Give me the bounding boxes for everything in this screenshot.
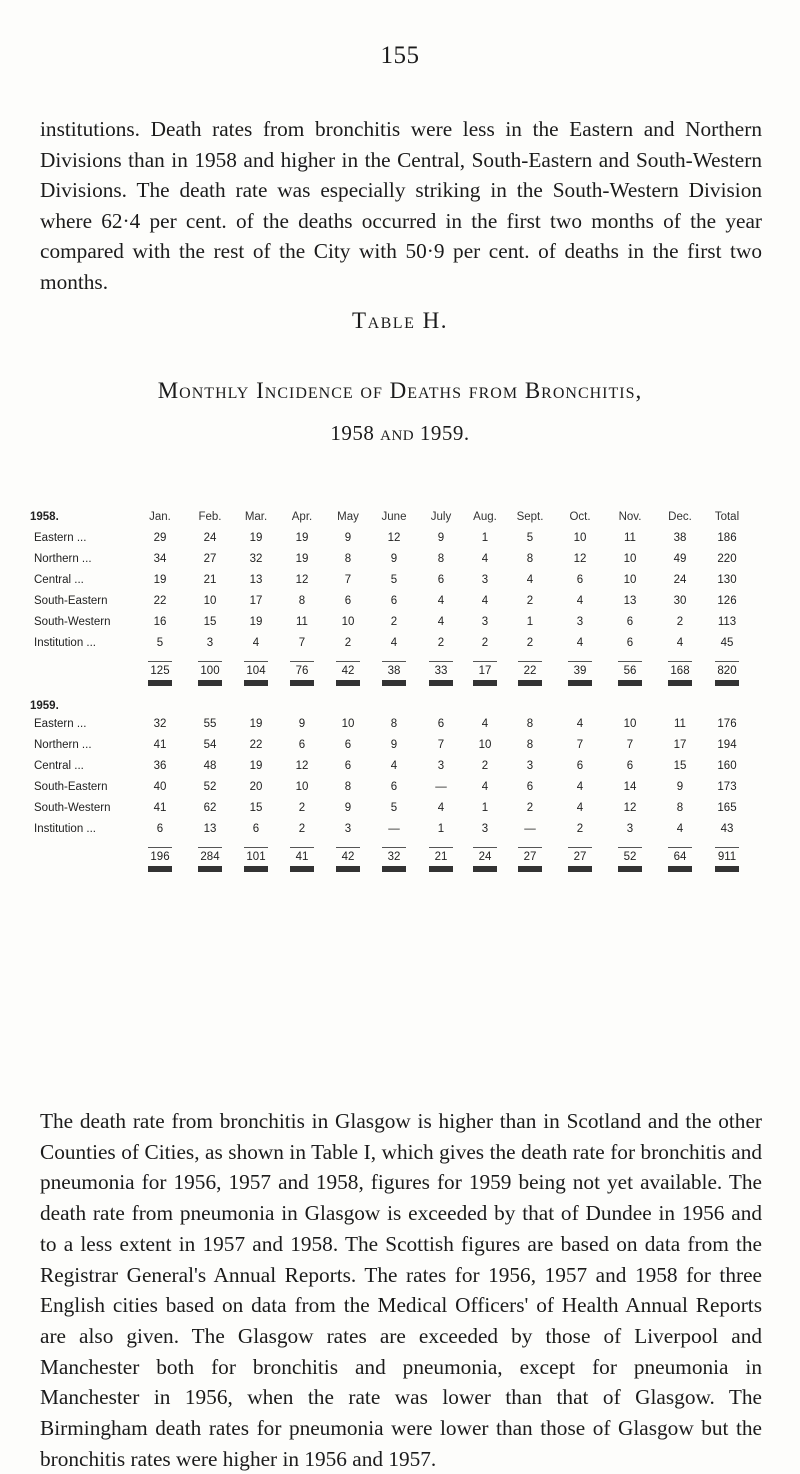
- total-cell: [421, 851, 461, 869]
- row-label: Institution ...: [34, 823, 97, 835]
- table-cell: 6: [344, 760, 352, 772]
- total-cell: [236, 665, 276, 683]
- total-double-underline: [336, 680, 360, 683]
- row-label: Central ...: [34, 574, 84, 586]
- column-header: Aug.: [473, 511, 497, 523]
- table-cell: 1: [481, 532, 489, 544]
- total-double-underline: [148, 680, 172, 683]
- table-cell: 2: [526, 637, 534, 649]
- table-cell: 2: [437, 637, 445, 649]
- totals-row: [30, 847, 770, 877]
- table-cell: 48: [203, 760, 217, 772]
- table-cell: 10: [573, 532, 587, 544]
- table-cell: 4: [576, 802, 584, 814]
- total-value: 21: [434, 851, 448, 863]
- table-cell: 6: [156, 823, 164, 835]
- table-row: [30, 736, 770, 757]
- total-double-underline: [715, 866, 739, 869]
- table-cell: 19: [249, 532, 263, 544]
- table-row: [30, 550, 770, 571]
- total-value: 22: [523, 665, 537, 677]
- table-cell: 3: [576, 616, 584, 628]
- total-double-underline: [244, 680, 268, 683]
- total-value: 27: [523, 851, 537, 863]
- table-cell: 9: [390, 739, 398, 751]
- total-cell: [660, 665, 700, 683]
- table-cell: 2: [526, 802, 534, 814]
- total-value: 284: [200, 851, 220, 863]
- table-row: [30, 613, 770, 634]
- table-cell: 8: [526, 718, 534, 730]
- table-cell: 12: [573, 553, 587, 565]
- table-cell: 2: [298, 802, 306, 814]
- table-cell: 12: [387, 532, 401, 544]
- total-double-underline: [618, 680, 642, 683]
- table-cell: 43: [720, 823, 734, 835]
- table-row: [30, 820, 770, 841]
- table-cell: —: [388, 823, 400, 835]
- table-cell: 6: [390, 781, 398, 793]
- table-cell: 19: [295, 532, 309, 544]
- table-cell: 41: [153, 802, 167, 814]
- table-cell: 9: [437, 532, 445, 544]
- total-value: 168: [670, 665, 690, 677]
- row-label: South-Western: [34, 616, 111, 628]
- total-cell: [374, 851, 414, 869]
- total-cell: [140, 665, 180, 683]
- table-cell: 10: [623, 553, 637, 565]
- total-double-underline: [568, 866, 592, 869]
- column-header: Oct.: [569, 511, 591, 523]
- total-cell: [328, 665, 368, 683]
- section-year: 1959.: [30, 700, 59, 712]
- section-year: 1958.: [30, 511, 59, 523]
- total-double-underline: [198, 866, 222, 869]
- table-row: [30, 778, 770, 799]
- table-cell: 4: [576, 637, 584, 649]
- table-cell: 2: [676, 616, 684, 628]
- table-cell: 3: [481, 574, 489, 586]
- total-cell: [510, 851, 550, 869]
- total-double-underline: [473, 866, 497, 869]
- column-header: Dec.: [668, 511, 692, 523]
- column-header: July: [430, 511, 452, 523]
- table-cell: 22: [153, 595, 167, 607]
- table-row: [30, 571, 770, 592]
- table-cell: 45: [720, 637, 734, 649]
- table-cell: 19: [153, 574, 167, 586]
- total-double-underline: [518, 866, 542, 869]
- table-cell: 16: [153, 616, 167, 628]
- table-cell: 9: [676, 781, 684, 793]
- table-cell: 3: [626, 823, 634, 835]
- table-cell: 5: [390, 802, 398, 814]
- table-cell: 4: [437, 802, 445, 814]
- column-header: May: [337, 511, 359, 523]
- table-cell: 8: [344, 781, 352, 793]
- table-cell: 3: [206, 637, 214, 649]
- total-cell: [560, 665, 600, 683]
- table-cell: 34: [153, 553, 167, 565]
- table-cell: 4: [252, 637, 260, 649]
- table-cell: 4: [437, 616, 445, 628]
- column-header: June: [381, 511, 407, 523]
- table-cell: 9: [344, 802, 352, 814]
- total-value: 52: [623, 851, 637, 863]
- table-cell: 10: [341, 616, 355, 628]
- total-value: 101: [246, 851, 266, 863]
- total-double-underline: [290, 866, 314, 869]
- table-cell: 3: [526, 760, 534, 772]
- table-cell: 11: [296, 616, 308, 628]
- table-cell: 5: [390, 574, 398, 586]
- table-cell: 2: [526, 595, 534, 607]
- intro-paragraph: institutions. Death rates from bronchitis were less in the Eastern and Northern Divisions than in 1958 and higher in the Central, South-Eastern and South-Western Divisions. The death rate was especially striking in the South-Western Division where 62·4 per cent. of the deaths occurred in the first two months of the year compared with the rest of the City with 50·9 per cent. of deaths in the first two months.: [40, 117, 762, 294]
- total-double-underline: [668, 866, 692, 869]
- table-cell: 6: [576, 760, 584, 772]
- total-cell: [610, 665, 650, 683]
- table-header-row: [30, 691, 770, 715]
- table-cell: 10: [203, 595, 217, 607]
- table-cell: 5: [156, 637, 164, 649]
- table-cell: 8: [526, 553, 534, 565]
- total-cell: [610, 851, 650, 869]
- table-cell: 6: [298, 739, 306, 751]
- table-row: [30, 634, 770, 655]
- table-cell: 8: [676, 802, 684, 814]
- table-cell: 1: [481, 802, 489, 814]
- table-cell: 2: [576, 823, 584, 835]
- column-header: Feb.: [198, 511, 222, 523]
- table-cell: 27: [203, 553, 217, 565]
- column-header: Total: [714, 511, 740, 523]
- total-cell: [140, 851, 180, 869]
- table-cell: 19: [249, 760, 263, 772]
- table-cell: 4: [676, 823, 684, 835]
- table-cell: 6: [437, 718, 445, 730]
- table-cell: 55: [203, 718, 217, 730]
- table-cell: 8: [526, 739, 534, 751]
- table-cell: 3: [481, 616, 489, 628]
- table-cell: 2: [481, 760, 489, 772]
- table-cell: 29: [153, 532, 167, 544]
- table-cell: 6: [626, 637, 634, 649]
- table-cell: 36: [153, 760, 167, 772]
- total-cell: [190, 665, 230, 683]
- table-cell: 19: [249, 718, 263, 730]
- table-cell: 6: [576, 574, 584, 586]
- table-cell: 12: [623, 802, 637, 814]
- table-cell: 49: [673, 553, 687, 565]
- table-cell: 41: [153, 739, 167, 751]
- table-cell: 173: [717, 781, 737, 793]
- total-value: 56: [623, 665, 637, 677]
- table-cell: 2: [298, 823, 306, 835]
- table-cell: 4: [481, 595, 489, 607]
- table-cell: 7: [626, 739, 634, 751]
- table-cell: 4: [390, 760, 398, 772]
- table-cell: 8: [344, 553, 352, 565]
- table-cell: 4: [576, 595, 584, 607]
- table-cell: 9: [298, 718, 306, 730]
- table-cell: 32: [249, 553, 263, 565]
- total-value: 196: [150, 851, 170, 863]
- table-cell: 13: [203, 823, 217, 835]
- page-number: 155: [380, 42, 420, 69]
- table-cell: 4: [437, 595, 445, 607]
- total-cell: [560, 851, 600, 869]
- row-label: South-Eastern: [34, 595, 108, 607]
- table-cell: 8: [298, 595, 306, 607]
- table-cell: 165: [717, 802, 737, 814]
- row-label: Institution ...: [34, 637, 97, 649]
- table-cell: 176: [717, 718, 737, 730]
- total-value: 100: [200, 665, 220, 677]
- table-cell: 6: [252, 823, 260, 835]
- table-cell: 12: [295, 760, 309, 772]
- total-cell: [707, 665, 747, 683]
- table-cell: 9: [344, 532, 352, 544]
- table-cell: 4: [481, 553, 489, 565]
- table-cell: 7: [437, 739, 445, 751]
- table-cell: 19: [249, 616, 263, 628]
- table-cell: 130: [717, 574, 737, 586]
- total-value: 41: [295, 851, 309, 863]
- table-row: [30, 592, 770, 613]
- table-cell: 30: [673, 595, 687, 607]
- total-double-underline: [568, 680, 592, 683]
- table-cell: 3: [344, 823, 352, 835]
- row-label: South-Eastern: [34, 781, 108, 793]
- total-value: 24: [478, 851, 492, 863]
- table-cell: 8: [437, 553, 445, 565]
- table-cell: 186: [717, 532, 737, 544]
- bronchitis-deaths-table: [30, 508, 770, 877]
- column-header: Jan.: [149, 511, 171, 523]
- table-cell: 126: [717, 595, 737, 607]
- table-cell: 15: [203, 616, 217, 628]
- total-double-underline: [244, 866, 268, 869]
- table-cell: 4: [526, 574, 534, 586]
- total-double-underline: [715, 680, 739, 683]
- closing-paragraph: The death rate from bronchitis in Glasgow is higher than in Scotland and the other Counties of Cities, as shown in Table I, which gives the death rate for bronchitis and pneumonia for 1956, 1957 and 1958, figures for 1959 being not yet available. The death rate from pneumonia in Glasgow is exceeded by that of Dundee in 1956 and to a less extent in 1957 and 1958. The Scottish figures are based on data from the Registrar General's Annual Reports. The rates for 1956, 1957 and 1958 for three English cities based on data from the Medical Officers' of Health Annual Reports are also given. The Glasgow rates are exceeded by those of Liverpool and Manchester both for bronchitis and pneumonia, except for pneumonia in Manchester in 1956, when the rate was lower than that of Glasgow. The Birmingham death rates for pneumonia were lower than those of Glasgow but the bronchitis rates were higher in 1956 and 1957.: [40, 1109, 762, 1471]
- table-cell: 4: [481, 781, 489, 793]
- table-cell: 4: [481, 718, 489, 730]
- table-cell: 4: [576, 718, 584, 730]
- table-cell: 32: [153, 718, 167, 730]
- total-value: 64: [673, 851, 687, 863]
- table-cell: 7: [576, 739, 584, 751]
- table-cell: 4: [390, 637, 398, 649]
- table-cell: 10: [478, 739, 492, 751]
- row-label: Northern ...: [34, 553, 92, 565]
- table-cell: 2: [390, 616, 398, 628]
- table-row: [30, 799, 770, 820]
- total-value: 42: [341, 851, 355, 863]
- table-cell: 10: [623, 718, 637, 730]
- table-cell: 22: [249, 739, 263, 751]
- total-value: 820: [717, 665, 737, 677]
- table-cell: 40: [153, 781, 167, 793]
- table-title: Monthly Incidence of Deaths from Bronchitis,: [157, 378, 643, 403]
- table-cell: 4: [676, 637, 684, 649]
- table-cell: 12: [295, 574, 309, 586]
- table-cell: 24: [673, 574, 687, 586]
- table-cell: 3: [437, 760, 445, 772]
- total-cell: [282, 851, 322, 869]
- table-cell: 13: [623, 595, 637, 607]
- table-cell: 15: [673, 760, 687, 772]
- total-double-underline: [148, 866, 172, 869]
- table-cell: 52: [203, 781, 217, 793]
- total-cell: [236, 851, 276, 869]
- table-cell: 20: [249, 781, 263, 793]
- total-cell: [510, 665, 550, 683]
- table-cell: 220: [717, 553, 737, 565]
- table-cell: 5: [526, 532, 534, 544]
- total-double-underline: [518, 680, 542, 683]
- table-cell: 3: [481, 823, 489, 835]
- table-cell: 15: [249, 802, 263, 814]
- total-value: 33: [434, 665, 448, 677]
- table-cell: 2: [481, 637, 489, 649]
- table-cell: 7: [344, 574, 352, 586]
- table-cell: 38: [673, 532, 687, 544]
- table-cell: 19: [295, 553, 309, 565]
- table-cell: —: [524, 823, 536, 835]
- total-cell: [465, 851, 505, 869]
- total-value: 911: [717, 851, 737, 863]
- table-cell: 194: [717, 739, 737, 751]
- table-cell: 13: [249, 574, 263, 586]
- table-header-row: [30, 508, 770, 529]
- table-cell: 8: [390, 718, 398, 730]
- table-subtitle: 1958 and 1959.: [330, 421, 470, 445]
- table-cell: 6: [626, 616, 634, 628]
- table-row: [30, 715, 770, 736]
- row-label: South-Western: [34, 802, 111, 814]
- total-value: 32: [387, 851, 401, 863]
- table-cell: 54: [203, 739, 217, 751]
- row-label: Eastern ...: [34, 532, 87, 544]
- total-cell: [707, 851, 747, 869]
- total-value: 42: [341, 665, 355, 677]
- table-cell: 2: [344, 637, 352, 649]
- total-cell: [190, 851, 230, 869]
- column-header: Sept.: [516, 511, 544, 523]
- total-double-underline: [198, 680, 222, 683]
- table-row: [30, 757, 770, 778]
- total-cell: [374, 665, 414, 683]
- total-cell: [282, 665, 322, 683]
- table-cell: 1: [526, 616, 534, 628]
- total-double-underline: [473, 680, 497, 683]
- total-value: 17: [478, 665, 492, 677]
- table-cell: 21: [203, 574, 217, 586]
- table-cell: 62: [203, 802, 217, 814]
- table-cell: 113: [717, 616, 737, 628]
- table-cell: 17: [673, 739, 687, 751]
- total-value: 125: [150, 665, 170, 677]
- table-row: [30, 529, 770, 550]
- row-label: Eastern ...: [34, 718, 87, 730]
- table-cell: 14: [623, 781, 637, 793]
- total-double-underline: [618, 866, 642, 869]
- table-cell: 1: [437, 823, 445, 835]
- total-double-underline: [336, 866, 360, 869]
- total-cell: [465, 665, 505, 683]
- table-cell: 10: [295, 781, 309, 793]
- table-cell: 6: [344, 739, 352, 751]
- table-cell: 11: [674, 718, 686, 730]
- table-cell: 11: [624, 532, 636, 544]
- column-header: Mar.: [244, 511, 268, 523]
- table-cell: 7: [298, 637, 306, 649]
- table-cell: 10: [623, 574, 637, 586]
- total-cell: [660, 851, 700, 869]
- table-cell: 17: [249, 595, 263, 607]
- table-cell: 10: [341, 718, 355, 730]
- table-cell: —: [435, 781, 447, 793]
- table-cell: 6: [437, 574, 445, 586]
- table-label: Table H.: [352, 308, 448, 333]
- total-cell: [421, 665, 461, 683]
- total-value: 27: [573, 851, 587, 863]
- total-double-underline: [382, 866, 406, 869]
- row-label: Central ...: [34, 760, 84, 772]
- table-cell: 4: [576, 781, 584, 793]
- total-double-underline: [429, 680, 453, 683]
- table-cell: 6: [526, 781, 534, 793]
- total-value: 39: [573, 665, 587, 677]
- table-cell: 6: [344, 595, 352, 607]
- table-cell: 24: [203, 532, 217, 544]
- total-value: 38: [387, 665, 401, 677]
- row-label: Northern ...: [34, 739, 92, 751]
- totals-row: [30, 661, 770, 691]
- table-cell: 6: [626, 760, 634, 772]
- column-header: Apr.: [291, 511, 313, 523]
- total-value: 76: [295, 665, 309, 677]
- table-cell: 6: [390, 595, 398, 607]
- column-header: Nov.: [618, 511, 642, 523]
- total-double-underline: [290, 680, 314, 683]
- total-double-underline: [429, 866, 453, 869]
- total-cell: [328, 851, 368, 869]
- total-double-underline: [668, 680, 692, 683]
- table-cell: 9: [390, 553, 398, 565]
- total-double-underline: [382, 680, 406, 683]
- table-cell: 160: [717, 760, 737, 772]
- total-value: 104: [246, 665, 266, 677]
